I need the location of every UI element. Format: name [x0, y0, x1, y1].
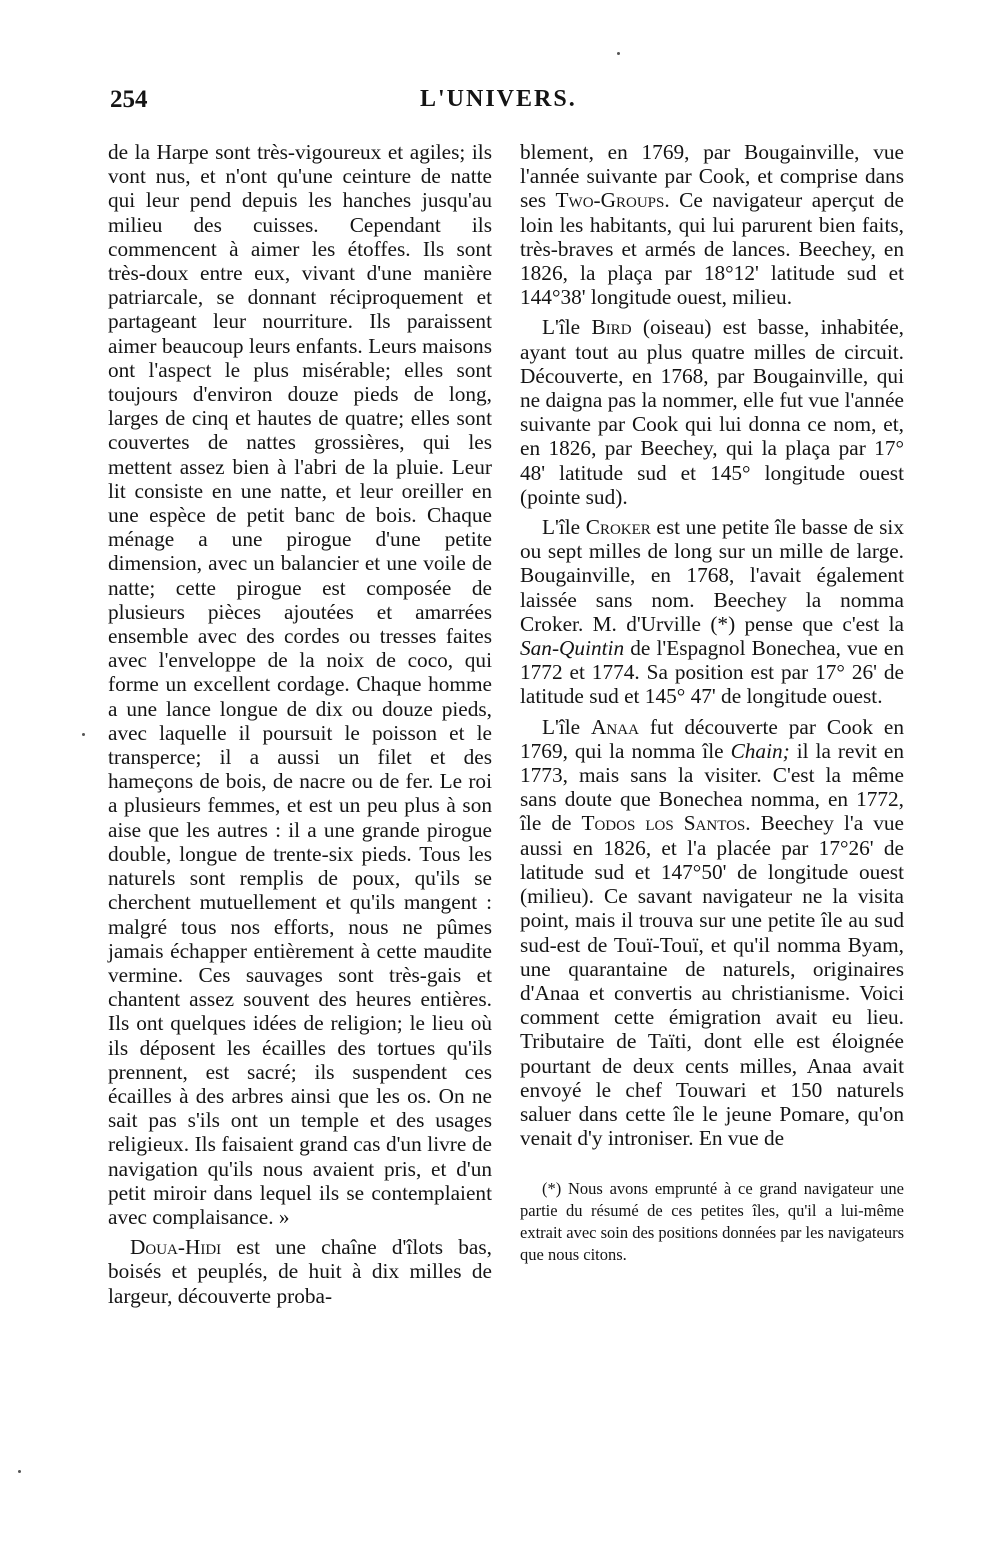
footnote: (*) Nous avons emprunté à ce grand navigateur une partie du résumé de ces petites îles, qu'il a lui-même extrait avec soin des positions données par les navigateurs que nous citons. [520, 1179, 904, 1265]
island-name: Anaa [591, 714, 639, 739]
paragraph [520, 515, 904, 709]
paragraph-text: L'île [542, 315, 592, 340]
left-column [108, 140, 492, 1308]
italic-name: Chain; [730, 738, 790, 763]
paragraph-text: est une petite île basse de six ou sept milles de long sur un mille de large. Bougainville, en 1768, l'avait également laissée sans nom. Beechey la nomma Croker. M. d'Urville (*) pense que c'est la [520, 515, 904, 636]
paragraph-text: L'île [542, 714, 592, 739]
paragraph-text: L'île [542, 515, 586, 540]
paragraph-text: il la revit en 1773, mais sans la visiter. C'est la même sans doute que Bonechea nomma, en 1772, île de [520, 738, 904, 836]
paragraph [520, 715, 904, 1151]
paragraph [520, 315, 904, 509]
paragraph: de la Harpe sont très-vigoureux et agiles; ils vont nus, et n'ont qu'une ceinture de natte qui leur pend depuis les hanches jusqu'au milieu des cuisses. Cependant ils commencent à aimer les étoffes. Ils sont très-doux entre eux, vivant d'une manière patriarcale, se donnant réciproquement et partageant leur nourriture. Ils paraissent aimer beaucoup leurs enfants. Leurs maisons ont l'aspect le plus misérable; elles sont toujours d'environ douze pieds de long, larges de cinq et hautes de quatre; elles sont couvertes de nattes grossières, qui les mettent assez bien à l'abri de la pluie. Leur lit consiste en une natte, et leur oreiller en une espèce de petit banc de bois. Chaque ménage a une pirogue d'une petite dimension, avec un balancier et une voile de natte; cette pirogue est composée de plusieurs pièces ajoutées et amarrées ensemble avec des cordes ou tresses faites avec l'enveloppe de la noix de coco, qui forme un excellent cordage. Chaque homme a une lance longue de dix ou douze pieds, avec laquelle il poursuit le poisson et le transperce; il a aussi un filet et des hameçons de bois, de nacre ou de fer. Le roi a plusieurs femmes, et est un peu plus à son aise que les autres : il a une grande pirogue double, longue de trente-six pieds. Tous les naturels sont remplis de poux, qu'ils se cherchent mutuellement et qu'ils mangent : malgré tous nos efforts, nous ne pûmes jamais échapper entièrement à cette maudite vermine. Ces sauvages sont très-gais et chantent assez souvent des heures entières. Ils ont quelques idées de religion; le lieu où ils déposent les écailles des tortues qu'ils prennent, est sacré; ils suspendent ces écailles à des arbres ainsi que les os. On ne sait pas s'ils ont un temple et des usages religieux. Ils faisaient grand cas d'un livre de navigation qu'ils nous avaient pris, et d'un petit miroir dans lequel ils se contemplaient avec complaisance. » [108, 140, 492, 1229]
island-name: Doua-Hidi [130, 1235, 222, 1260]
paragraph-text: de l'Espagnol Bonechea, vue en 1772 et 1774. Sa position est par 17° 26' de latitude sud et 145° 47' de longitude ouest. [520, 636, 904, 709]
paragraph-text: . Beechey l'a vue aussi en 1826, et l'a placée par 17°26' de latitude sud et 147°50' de longitude ouest (milieu). Ce savant navigateur ne la visita point, mais il trouva sur une petite île au sud sud-est de Touï-Touï, et qu'il nomma Byam, une quarantaine de naturels, originaires d'Anaa et convertis au christianisme. Voici comment cette émigration avait eu lieu. Tributaire de Taïti, dont elle est éloignée pourtant de deux cents milles, Anaa avait envoyé le chef Touwari et 150 naturels saluer dans cette île le jeune Pomare, qu'on venait d'y introniser. En vue de [520, 811, 904, 1151]
running-title: L'UNIVERS. [420, 86, 577, 112]
paragraph-text: . Ce navigateur aperçut de loin les habitants, qui lui parurent bien faits, très-braves et armés de lances. Beechey, en 1826, la plaça par 18°12' latitude sud et 144°38' longitude ouest, milieu. [520, 188, 904, 310]
right-column [520, 140, 904, 1283]
island-name: Todos los Santos [581, 811, 746, 836]
paper-speck [617, 52, 620, 55]
paper-speck [82, 733, 85, 736]
island-name: Bird [591, 315, 632, 340]
island-name: Croker [585, 515, 651, 540]
paragraph-text: est une chaîne d'îlots bas, boisés et peuplés, de huit à dix milles de largeur, découverte proba- [108, 1235, 492, 1308]
paper-speck [18, 1470, 21, 1473]
page-number: 254 [110, 86, 148, 113]
italic-name: San-Quintin [520, 636, 625, 661]
island-name: Two-Groups [555, 188, 665, 213]
paragraph-text: (oiseau) est basse, inhabitée, ayant tout au plus quatre milles de circuit. Découverte, en 1768, par Bougainville, qui ne daigna pas la nommer, elle fut vue l'année suivante par Cook qui lui donna ce nom, et, en 1826, par Beechey, qui la plaça par 17° 48' latitude sud et 145° longitude ouest (pointe sud). [520, 315, 904, 509]
paragraph [108, 1235, 492, 1308]
page-header [0, 86, 1000, 126]
paragraph-text: fut découverte par Cook en 1769, qui la nomma île [520, 714, 904, 763]
paragraph-text: blement, en 1769, par Bougainville, vue l'année suivante par Cook, et comprise dans ses [520, 140, 904, 213]
paragraph [520, 140, 904, 309]
